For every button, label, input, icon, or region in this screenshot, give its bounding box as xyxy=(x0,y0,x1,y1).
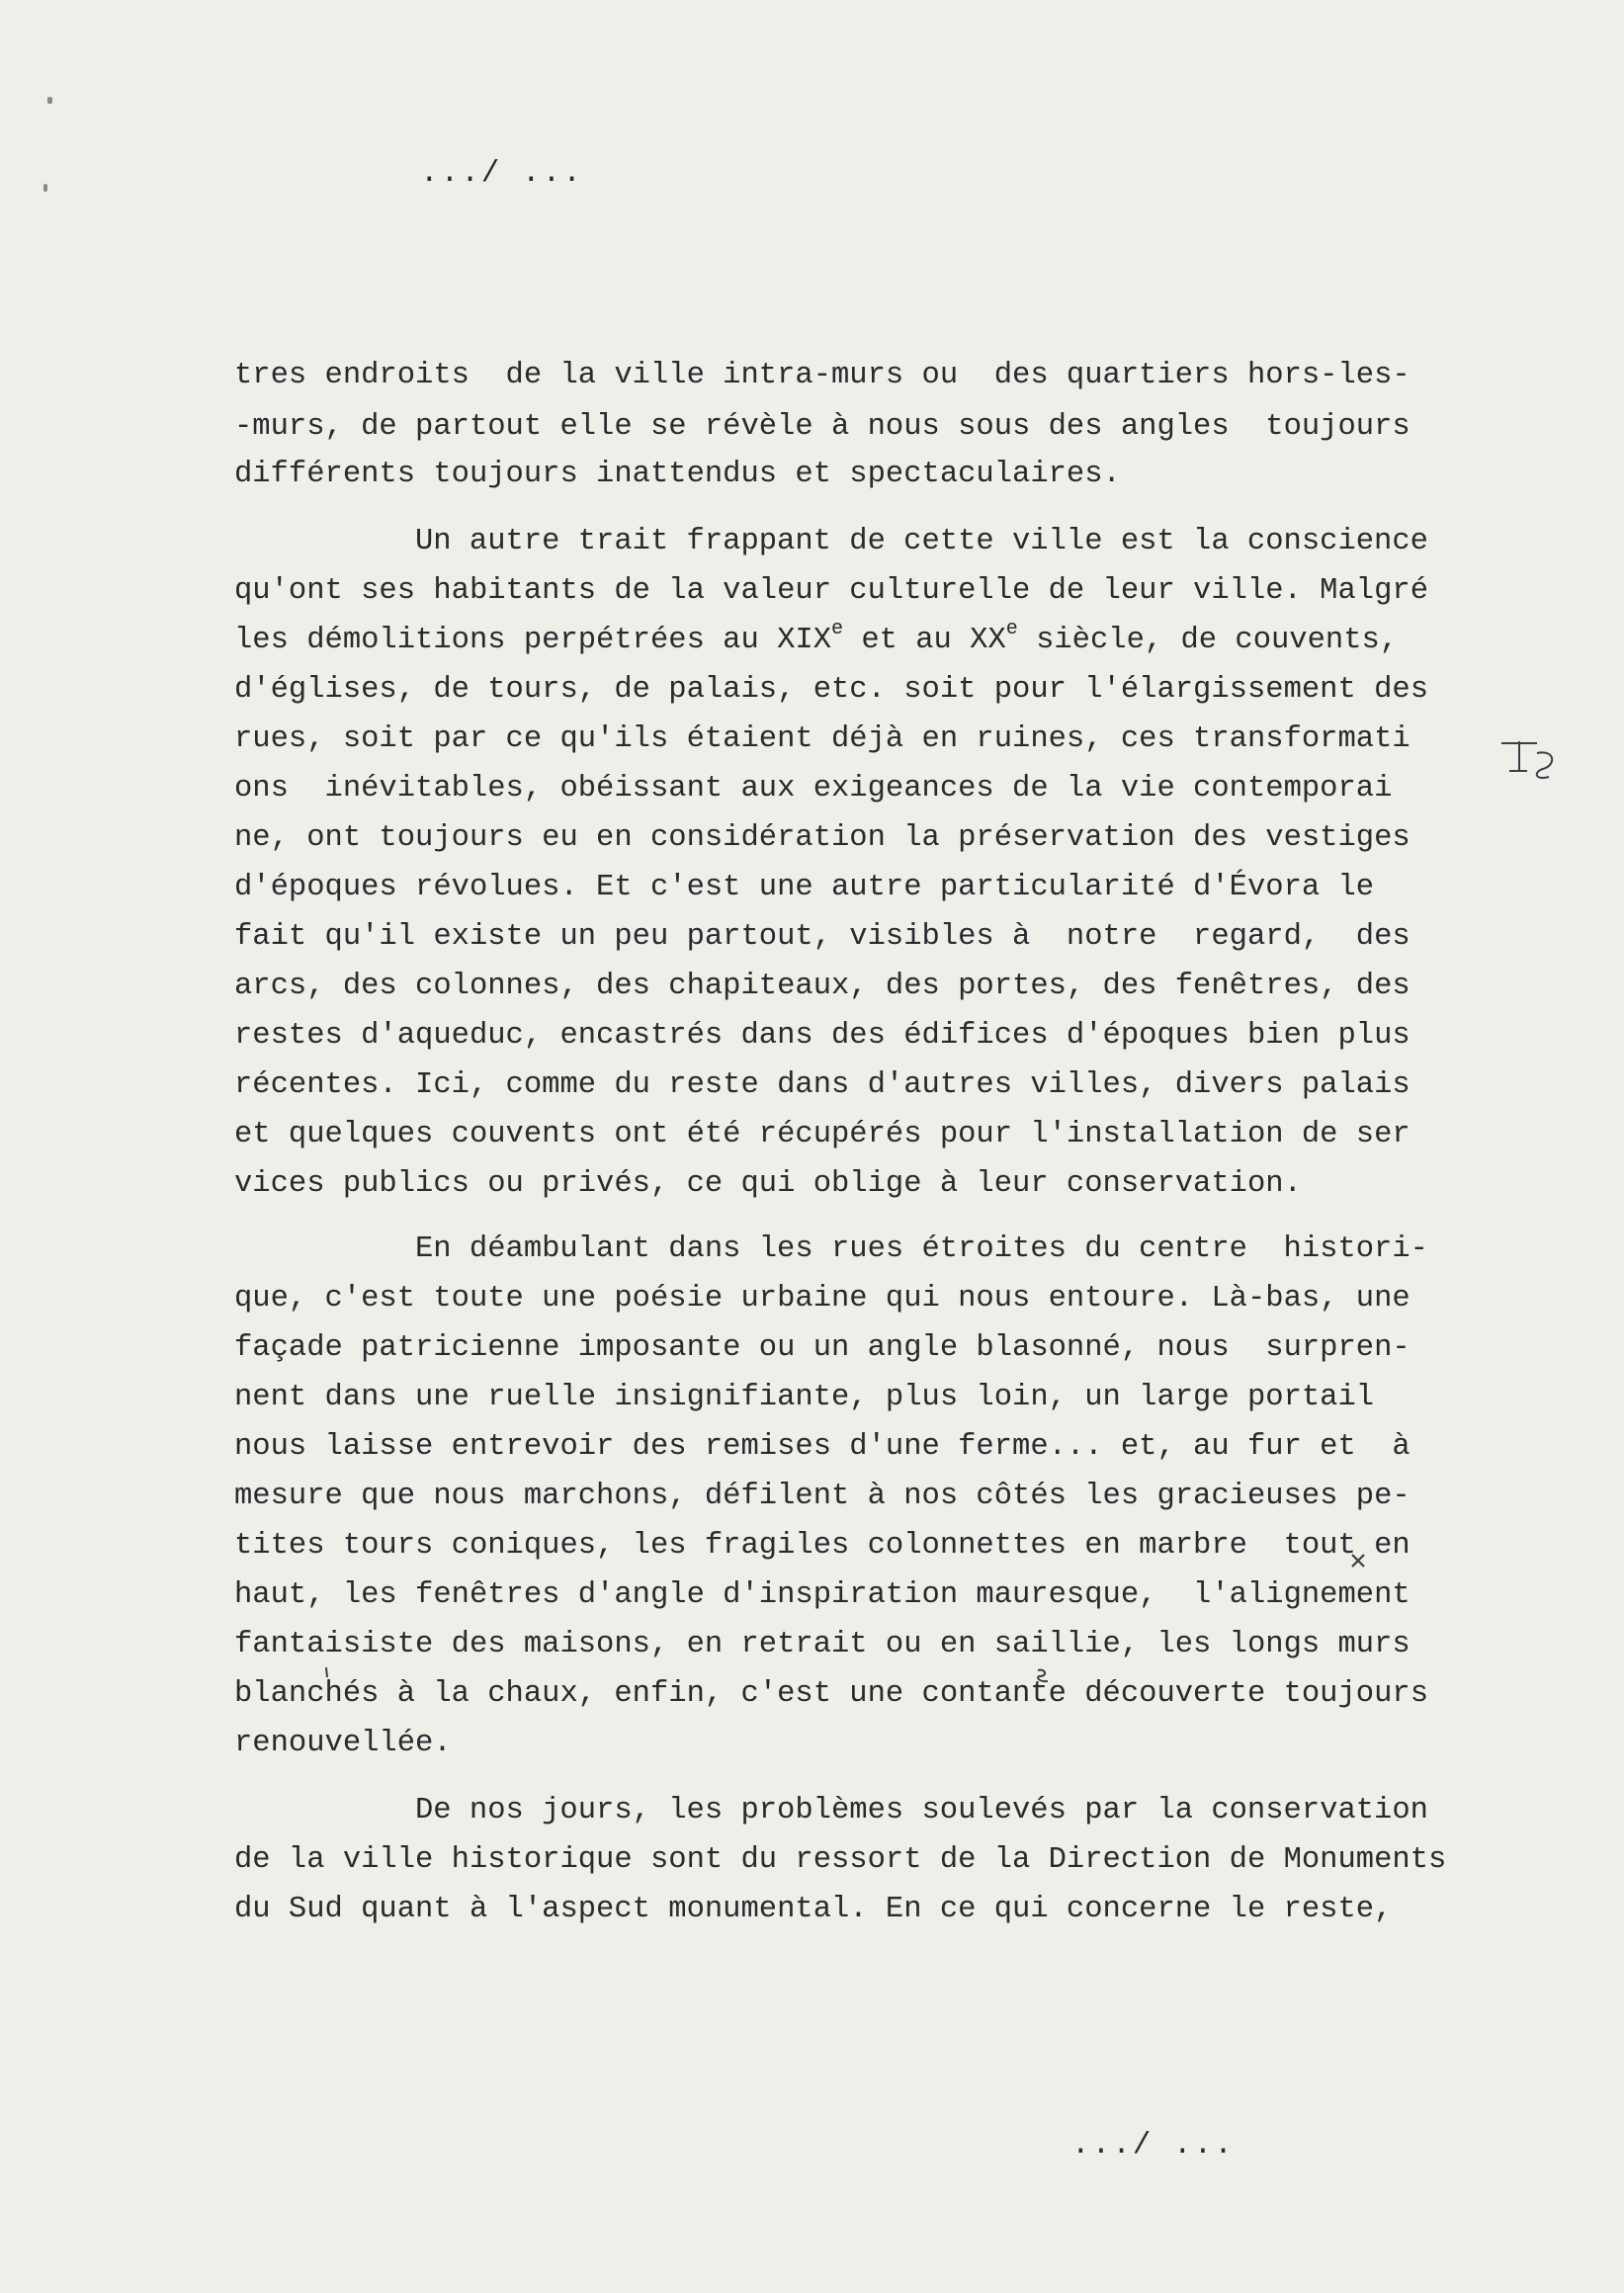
text-line: fantaisiste des maisons, en retrait ou en saillie, les longs murs xyxy=(234,1628,1410,1661)
text-line: tites tours coniques, les fragiles colonnettes en marbre tout en xyxy=(234,1529,1410,1563)
text-line: nous laisse entrevoir des remises d'une ferme... et, au fur et à xyxy=(234,1430,1410,1464)
text-line: rues, soit par ce qu'ils étaient déjà en ruines, ces transformati xyxy=(234,722,1410,756)
text-line: Un autre trait frappant de cette ville est la conscience xyxy=(415,525,1428,558)
text-line: restes d'aqueduc, encastrés dans des édifices d'époques bien plus xyxy=(234,1019,1410,1053)
text-line: récentes. Ici, comme du reste dans d'autres villes, divers palais xyxy=(234,1068,1410,1102)
text-line xyxy=(234,617,1398,665)
handwritten-insert-mark xyxy=(1349,1552,1367,1570)
continuation-marker-top: .../ ... xyxy=(420,156,583,191)
paper-speck xyxy=(43,184,47,192)
text-segment: les démolitions perpétrées au XIX xyxy=(234,624,831,657)
text-line: tres endroits de la ville intra-murs ou des quartiers hors-les- xyxy=(234,359,1410,392)
text-segment: siècle, de couvents, xyxy=(1017,624,1399,657)
text-line: ons inévitables, obéissant aux exigeances de la vie contemporai xyxy=(234,772,1393,806)
text-line: haut, les fenêtres d'angle d'inspiration mauresque, l'alignement xyxy=(234,1578,1410,1612)
text-line: En déambulant dans les rues étroites du centre histori- xyxy=(415,1232,1428,1266)
text-line: mesure que nous marchons, défilent à nos côtés les gracieuses pe- xyxy=(234,1480,1410,1513)
superscript: e xyxy=(1005,618,1018,640)
text-line: nent dans une ruelle insignifiante, plus loin, un large portail xyxy=(234,1381,1375,1414)
text-line: différents toujours inattendus et spectaculaires. xyxy=(234,458,1121,491)
text-line: d'églises, de tours, de palais, etc. soit pour l'élargissement des xyxy=(234,673,1428,707)
superscript: e xyxy=(831,618,844,640)
handwritten-correction-mark xyxy=(1497,731,1567,791)
text-line: que, c'est toute une poésie urbaine qui nous entoure. Là-bas, une xyxy=(234,1282,1410,1316)
text-line: -murs, de partout elle se révèle à nous sous des angles toujours xyxy=(234,410,1410,444)
text-segment: et au XX xyxy=(843,624,1006,657)
text-line: arcs, des colonnes, des chapiteaux, des portes, des fenêtres, des xyxy=(234,970,1410,1003)
text-line: blanchés à la chaux, enfin, c'est une contante découverte toujours xyxy=(234,1677,1428,1711)
continuation-marker-bottom: .../ ... xyxy=(1071,2128,1235,2163)
text-line: qu'ont ses habitants de la valeur culturelle de leur ville. Malgré xyxy=(234,574,1428,608)
text-line: d'époques révolues. Et c'est une autre particularité d'Évora le xyxy=(234,871,1375,904)
handwritten-insert-mark xyxy=(1034,1666,1052,1684)
text-line: et quelques couvents ont été récupérés pour l'installation de ser xyxy=(234,1118,1410,1151)
text-line: renouvellée. xyxy=(234,1727,452,1760)
text-line: De nos jours, les problèmes soulevés par la conservation xyxy=(415,1794,1428,1827)
text-line: vices publics ou privés, ce qui oblige à leur conservation. xyxy=(234,1167,1302,1201)
text-line: du Sud quant à l'aspect monumental. En ce qui concerne le reste, xyxy=(234,1893,1393,1926)
text-line: de la ville historique sont du ressort de la Direction de Monuments xyxy=(234,1843,1447,1877)
paper-speck xyxy=(47,97,52,104)
text-line: fait qu'il existe un peu partout, visibles à notre regard, des xyxy=(234,920,1410,954)
handwritten-accent-mark xyxy=(322,1665,332,1679)
text-line: façade patricienne imposante ou un angle blasonné, nous surpren- xyxy=(234,1331,1410,1365)
text-line: ne, ont toujours eu en considération la préservation des vestiges xyxy=(234,821,1410,855)
